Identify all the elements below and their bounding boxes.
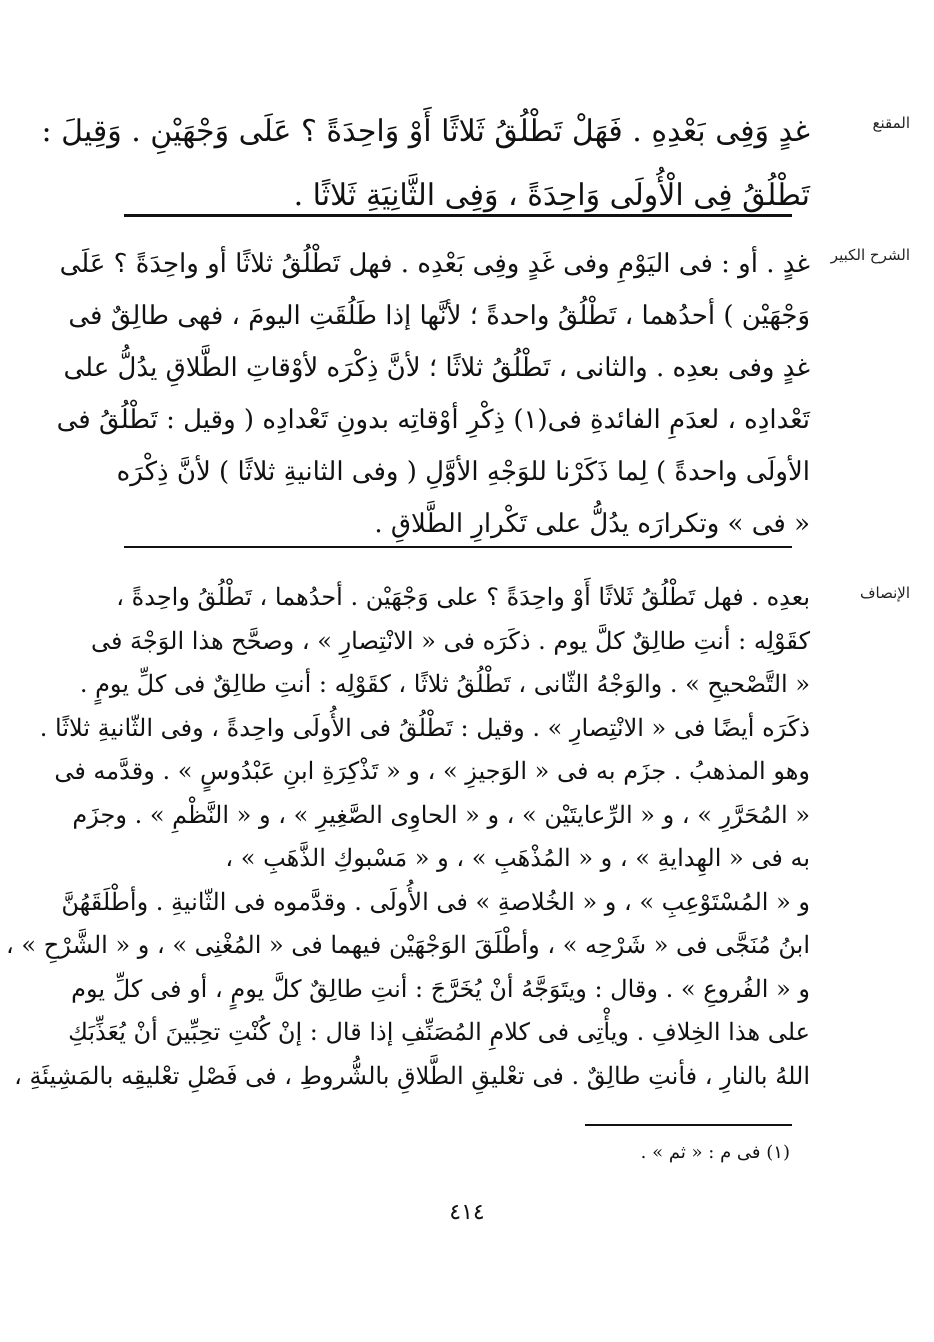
section-divider-thick [124,214,792,217]
sharh-margin-label: الشرح الكبير [830,246,910,264]
insaf-line: و « الفُروعِ » . وقال : ويتَوَجَّهُ أنْ يُخَرَّجَ : أنتِ طالِقٌ كلَّ يومٍ ، أو فى كلِّ يوم [71,974,810,1003]
insaf-line: « التَّصْحيحِ » . والوَجْهُ الثّانى ، تَطْلُقُ ثلاثًا ، كقَوْلِه : أنتِ طالِقٌ فى كلِّ يومٍ . [79,670,810,698]
insaf-line: على هذا الخِلافِ . ويأْتِى فى كلامِ المُصَنِّفِ إذا قال : إنْ كُنْتِ تحِبِّينَ أنْ يُعَذِّبَكِ [68,1018,810,1046]
insaf-line: و « المُسْتَوْعِبِ » ، و « الخُلاصةِ » فى الأُولَى . وقدَّموه فى الثّانيةِ . وأطْلَقَهُنَّ [61,887,810,916]
insaf-line: بعدِه . فهل تَطْلُقُ ثَلاثًا أَوْ واحِدَةً ؟ على وَجْهَيْن . أحدُهما ، تَطْلُقُ واحِدةً ، [116,583,810,611]
insaf-margin-label: الإنصاف [859,584,910,602]
footnote: (١) فى م : « ثم » . [640,1142,790,1163]
muqni-text-block [41,100,810,228]
insaf-line: « المُحَرَّرِ » ، و « الرِّعايتَيْن » ، و « الحاوِى الصَّغِيرِ » ، و « النَّظْمِ » . وجزَم [72,800,810,829]
page-number: ٤١٤ [449,1200,485,1225]
sharh-line: « فى » وتكرارَه يدُلُّ على تَكْرارِ الطَّلاقِ . [374,509,810,539]
section-divider-thin [124,546,792,548]
insaf-text-block [6,576,810,1098]
sharh-line: وَجْهَيْن ) أحدُهما ، تَطْلُقُ واحدةً ؛ لأنَّها إذا طَلُقَتِ اليومَ ، فهى طالِقٌ فى [68,301,810,331]
sharh-text-block [56,238,810,550]
muqni-line: غدٍ وَفِى بَعْدِهِ . فَهَلْ تَطْلُقُ ثَلاثًا أَوْ وَاحِدَةً ؟ عَلَى وَجْهَيْنِ . وَقِيلَ : [41,114,810,149]
insaf-line: به فى « الهِدايةِ » ، و « المُذْهَبِ » ، و « مَسْبوكِ الذَّهَبِ » ، [225,844,810,872]
sharh-line: الأولَى واحدةً ) لِما ذَكَرْنا للوَجْهِ الأوَّلِ ( وفى الثانيةِ ثلاثًا ) لأنَّ ذِكْرَه [116,457,810,487]
insaf-line: ابنُ مُنَجَّى فى « شَرْحِه » ، وأطْلَقَ الوَجْهَيْن فيهما فى « المُغْنِى » ، و « الشَّرْحِ » ، [6,931,810,959]
insaf-line: وهو المذهبُ . جزَم به فى « الوَجيزِ » ، و « تَذْكِرَةِ ابنِ عَبْدُوسٍ » . وقدَّمه فى [54,757,810,785]
sharh-line: تَعْدادِه ، لعدَمِ الفائدةِ فى(١) ذِكْرِ أوْقاتِه بدونِ تَعْدادِه ( وقيل : تَطْلُقُ فى [56,405,810,435]
muqni-line: تَطْلُقُ فِى الْأُولَى وَاحِدَةً ، وَفِى الثَّانِيَةِ ثَلاثًا . [293,178,810,213]
sharh-line: غدٍ وفى بعدِه . والثانى ، تَطْلُقُ ثلاثًا ؛ لأنَّ ذِكْرَه لأوْقاتِ الطَّلاقِ يدُلُّ على [63,353,810,383]
sharh-line: غدٍ . أو : فى اليَوْمِ وفى غَدٍ وفِى بَعْدِه . فهل تَطْلُقُ ثلاثًا أو واحِدَةً ؟ عَلَى [59,249,810,279]
footnote-divider [585,1124,792,1126]
insaf-line: اللهُ بالنارِ ، فأنتِ طالِقٌ . فى تعْليقِ الطَّلاقِ بالشُّروطِ ، فى فَصْلِ تعْليقِه بالمَشِيئَةِ ، [14,1061,810,1090]
insaf-line: كقَوْلِه : أنتِ طالِقٌ كلَّ يوم . ذكَرَه فى « الانْتِصارِ » ، وصحَّح هذا الوَجْهَ فى [90,626,810,655]
muqni-margin-label: المقنع [872,114,910,132]
insaf-line: ذكَرَه أيضًا فى « الانْتِصارِ » . وقيل : تَطْلُقُ فى الأُولَى واحِدةً ، وفى الثّانيةِ ثلاثًا . [39,713,810,742]
